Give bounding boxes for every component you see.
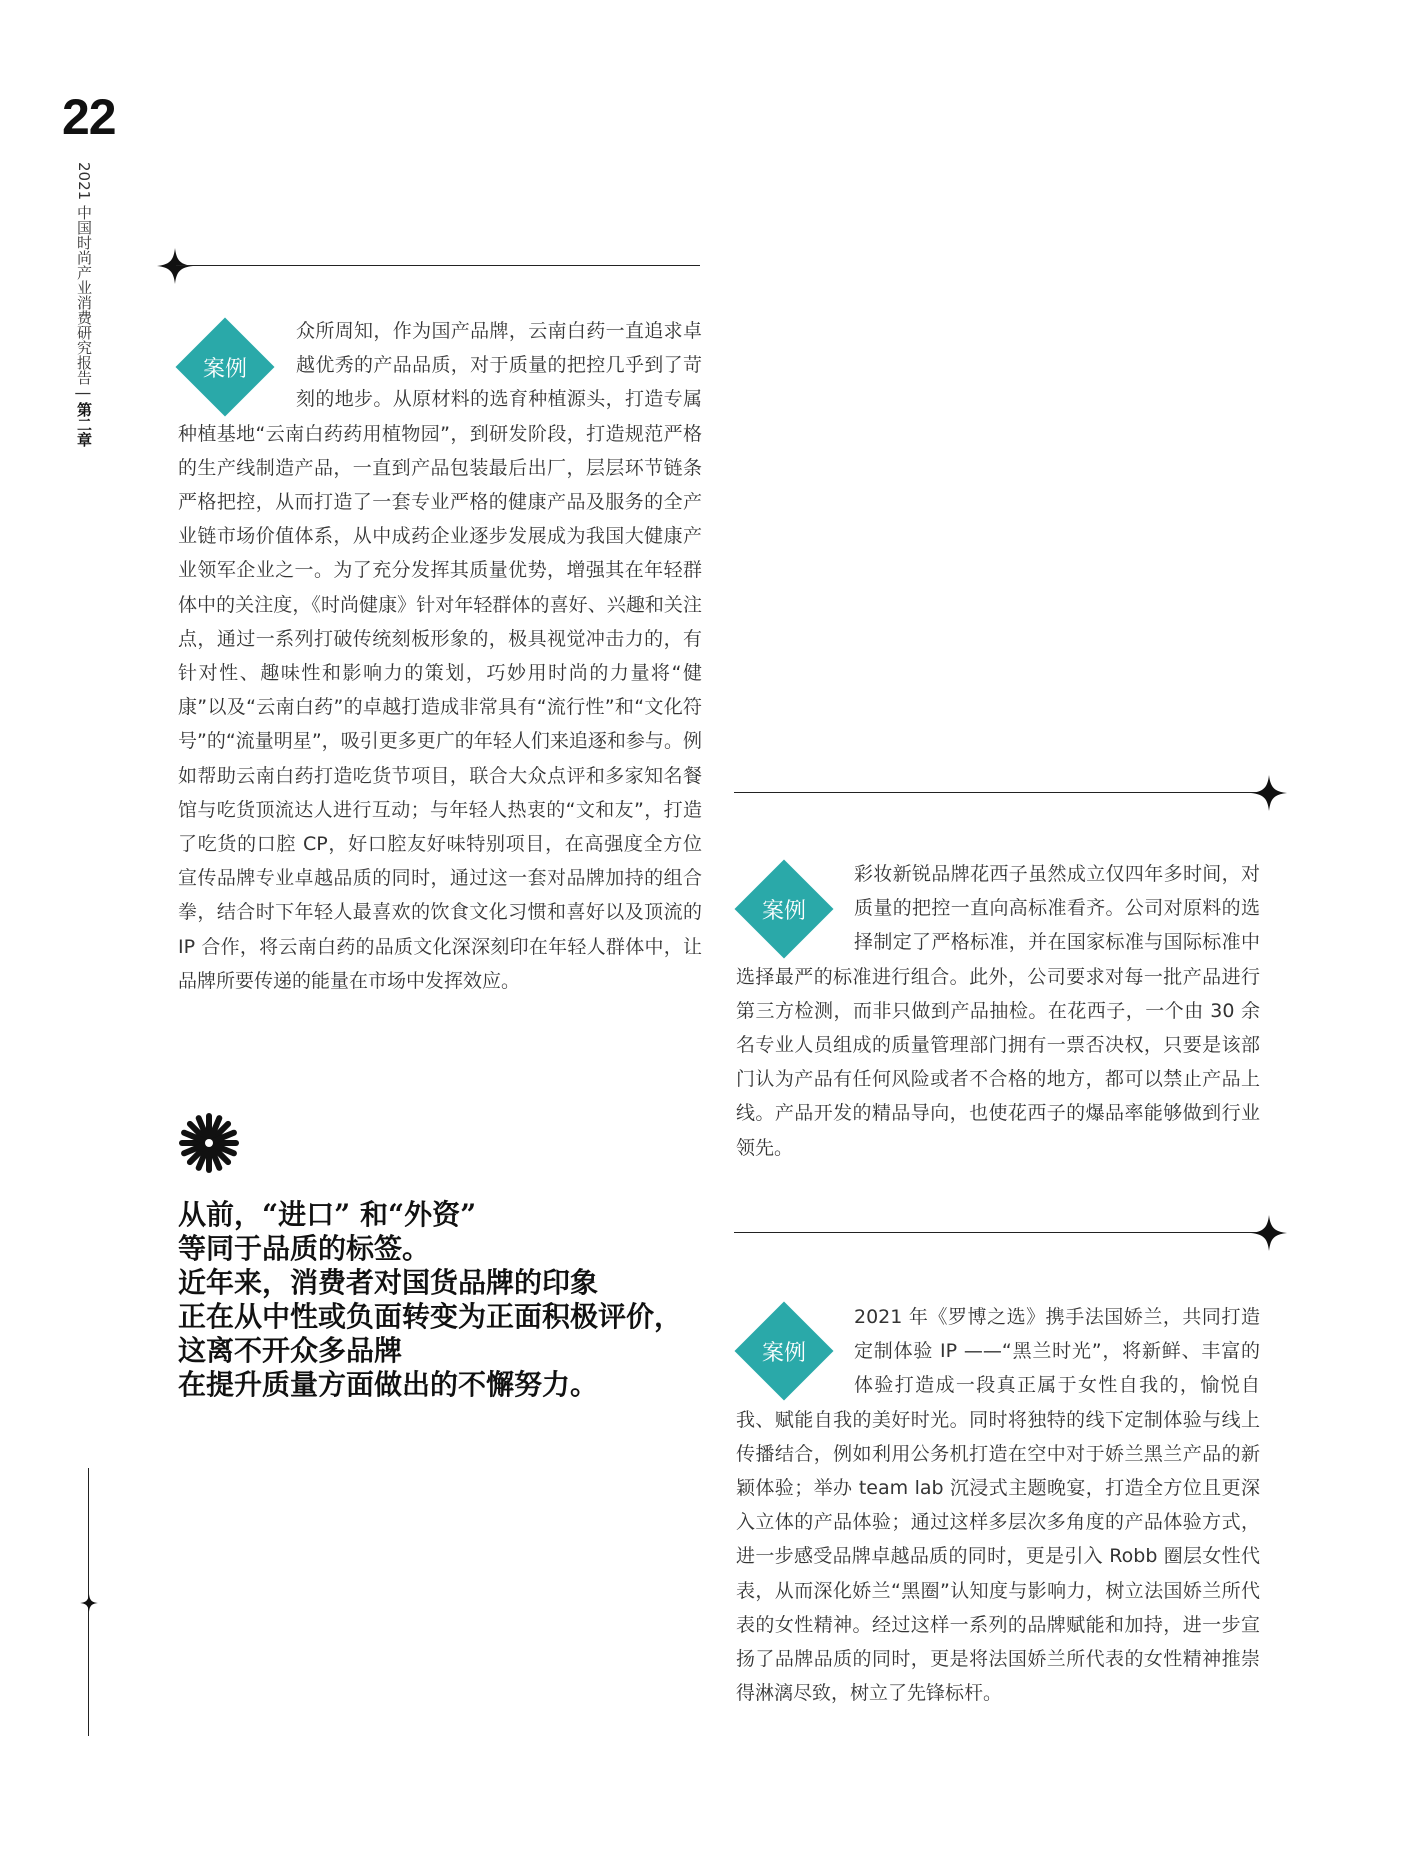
pull-quote xyxy=(178,1198,718,1402)
section-divider xyxy=(176,265,700,266)
quote-line: 近年来，消费者对国货品牌的印象 xyxy=(178,1266,599,1299)
starburst-icon xyxy=(178,1112,240,1174)
section-divider xyxy=(734,1232,1258,1233)
quote-line: 从前，“进口” 和“外资” xyxy=(178,1198,477,1231)
badge-label: 案例 xyxy=(761,898,806,924)
quote-line: 正在从中性或负面转变为正面积极评价， xyxy=(178,1300,683,1333)
quote-line: 等同于品质的标签。 xyxy=(178,1232,431,1265)
chapter-label: 第二章 xyxy=(75,402,93,448)
page-number: 22 xyxy=(62,89,116,145)
case-3-text-block xyxy=(736,1300,1260,1710)
quote-line: 在提升质量方面做出的不懈努力。 xyxy=(178,1368,599,1401)
section-divider xyxy=(734,792,1258,793)
badge-label: 案例 xyxy=(202,356,247,382)
star-icon xyxy=(1251,1215,1287,1251)
star-icon xyxy=(157,248,193,284)
star-icon xyxy=(80,1594,98,1612)
case-2-paragraph: 彩妆新锐品牌花西子虽然成立仅四年多时间，对质量的把控一直向高标准看齐。公司对原料的选择制定了严格标准，并在国家标准与国际标准中选择最严的标准进行组合。此外，公司要求对每一批产品进行第三方检测，而非只做到产品抽检。在花西子，一个由 30 余名专业人员组成的质量管理部门拥有一票否决权，只要是该部门认为产品有任何风险或者不合格的地方，都可以禁止产品上线。产品开发的精品导向，也使花西子的爆品率能够做到行业领先。 xyxy=(736,863,1260,1159)
case-1-paragraph: 众所周知，作为国产品牌，云南白药一直追求卓越优秀的产品品质，对于质量的把控几乎到了苛刻的地步。从原材料的选育种植源头，打造专属种植基地“云南白药药用植物园”，到研发阶段，打造规范严格的生产线制造产品，一直到产品包装最后出厂，层层环节链条严格把控，从而打造了一套专业严格的健康产品及服务的全产业链市场价值体系，从中成药企业逐步发展成为我国大健康产业领军企业之一。为了充分发挥其质量优势，增强其在年轻群体中的关注度，《时尚健康》针对年轻群体的喜好、兴趣和关注点，通过一系列打破传统刻板形象的，极具视觉冲击力的，有针对性、趣味性和影响力的策划，巧妙用时尚的力量将“健康”以及“云南白药”的卓越打造成非常具有“流行性”和“文化符号”的“流量明星”，吸引更多更广的年轻人们来追逐和参与。例如帮助云南白药打造吃货节项目，联合大众点评和多家知名餐馆与吃货顶流达人进行互动；与年轻人热衷的“文和友”，打造了吃货的口腔 CP，好口腔友好味特别项目，在高强度全方位宣传品牌专业卓越品质的同时，通过这一套对品牌加持的组合拳，结合时下年轻人最喜欢的饮食文化习惯和喜好以及顶流的 IP 合作，将云南白药的品质文化深深刻印在年轻人群体中，让品牌所要传递的能量在市场中发挥效应。 xyxy=(178,320,702,992)
case-2-text-block xyxy=(736,857,1260,1165)
case-1-text-block xyxy=(178,314,702,998)
case-3-paragraph: 2021 年《罗博之选》携手法国娇兰，共同打造定制体验 IP ——“黑兰时光”，将新鲜、丰富的体验打造成一段真正属于女性自我的，愉悦自我、赋能自我的美好时光。同时将独特的线下定制体验与线上传播结合，例如利用公务机打造在空中对于娇兰黑兰产品的新颖体验；举办 team lab 沉浸式主题晚宴，打造全方位且更深入立体的产品体验；通过这样多层次多角度的产品体验方式，进一步感受品牌卓越品质的同时，更是引入 Robb 圈层女性代表，从而深化娇兰“黑圈”认知度与影响力，树立法国娇兰所代表的女性精神。经过这样一系列的品牌赋能和加持，进一步宣扬了品牌品质的同时，更是将法国娇兰所代表的女性精神推崇得淋漓尽致，树立了先锋标杆。 xyxy=(736,1306,1260,1705)
report-title: 2021 中国时尚产业消费研究报告 xyxy=(75,162,93,385)
quote-line: 这离不开众多品牌 xyxy=(178,1334,403,1367)
badge-label: 案例 xyxy=(761,1340,806,1366)
running-header xyxy=(76,162,91,447)
header-separator: | xyxy=(75,390,93,397)
star-icon xyxy=(1251,775,1287,811)
